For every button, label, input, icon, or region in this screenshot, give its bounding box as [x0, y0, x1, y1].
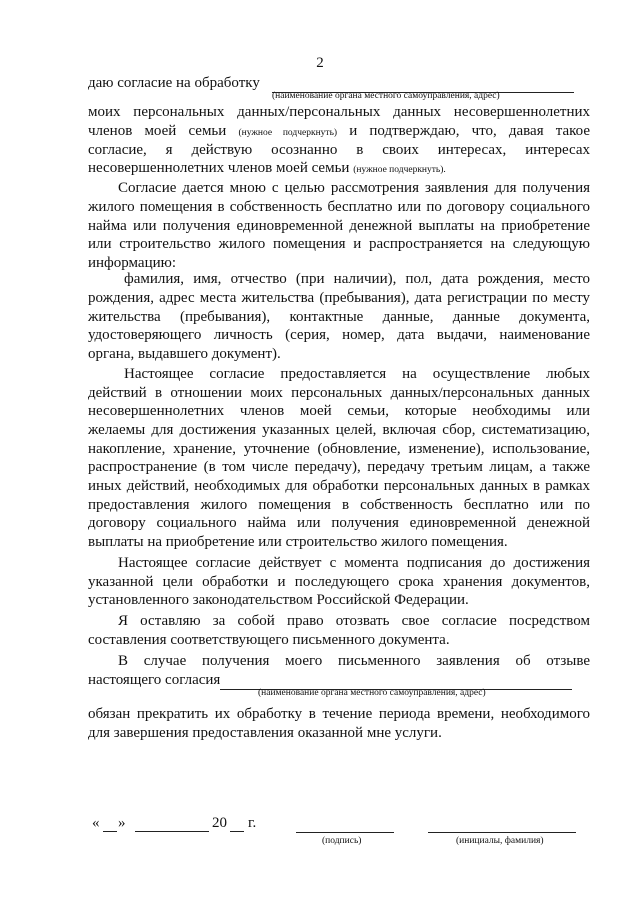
p2-line-1: Согласие дается мною с целью рассмотрения заявления для получения — [118, 180, 590, 196]
p4-line-4: желаемы для достижения указанных целей, включая сбор, систематизацию, — [88, 422, 590, 438]
p3-line-2: рождения, адрес места жительства (пребывания), дата регистрации по месту — [88, 290, 590, 306]
p1-line-4a: несовершеннолетних членов моей семьи — [88, 160, 350, 176]
p6-line-1: Я оставляю за собой право отозвать свое согласие посредством — [118, 613, 590, 629]
p2-line-3: найма или получения единовременной денежной выплаты на приобретение — [88, 218, 590, 234]
org-caption-top: (наименование органа местного самоуправления, адрес) — [272, 91, 500, 101]
p6-line-2: составления соответствующего письменного документа. — [88, 632, 450, 648]
p4-line-3: несовершеннолетних членов моей семьи, которые необходимы или — [88, 403, 590, 419]
p3-line-3: жительства (пребывания), контактные данные, данные документа, — [88, 309, 590, 325]
year-blank-line — [230, 831, 244, 832]
p7-line-2-text: настоящего согласия — [88, 672, 221, 688]
p4-line-2: действий в отношении моих персональных данных/персональных данных — [88, 385, 590, 401]
name-line — [428, 832, 576, 833]
p1-line-4 — [88, 159, 590, 179]
name-caption: (инициалы, фамилия) — [456, 836, 544, 846]
org-caption-bottom: (наименование органа местного самоуправления, адрес) — [258, 688, 486, 698]
p1-line-2a: членов моей семьи — [88, 123, 227, 139]
year-prefix: 20 — [212, 815, 227, 831]
p3-line-4: удостоверяющего личность (серия, номер, дата выдачи, наименование — [88, 327, 590, 343]
date-open-quote: « — [92, 815, 100, 831]
day-blank-line — [103, 831, 117, 832]
signature-caption: (подпись) — [322, 836, 362, 846]
p4-line-1: Настоящее согласие предоставляется на осуществление любых — [124, 366, 590, 382]
p3-line-1: фамилия, имя, отчество (при наличии), пол, дата рождения, место — [124, 271, 590, 287]
p4-line-10: выплаты на приобретение или строительство жилого помещения. — [88, 534, 508, 550]
p1-line-1: моих персональных данных/персональных данных несовершеннолетних — [88, 104, 590, 120]
p1-line-2 — [88, 122, 590, 142]
p1-line-3: согласие, я действую осознанно в своих интересах, интересах — [88, 142, 590, 158]
p4-line-8: предоставления жилого помещения в собственность бесплатно или по — [88, 497, 590, 513]
p8-line-2: для завершения предоставления оказанной мне услуги. — [88, 725, 442, 741]
signature-line — [296, 832, 394, 833]
p8-line-1: обязан прекратить их обработку в течение периода времени, необходимого — [88, 706, 590, 722]
p1-line-4b: (нужное подчеркнуть). — [353, 165, 446, 175]
p2-line-2: жилого помещения в собственность бесплатно или по договору социального — [88, 199, 590, 215]
year-suffix: г. — [248, 815, 257, 831]
month-blank-line — [135, 831, 209, 832]
consent-start-text: даю согласие на обработку — [88, 75, 260, 91]
p1-line-2b: (нужное подчеркнуть) — [238, 128, 338, 138]
page-number: 2 — [316, 55, 324, 71]
p4-line-5: накопление, хранение, уточнение (обновление, изменение), использование, — [88, 441, 590, 457]
p5-line-1: Настоящее согласие действует с момента подписания до достижения — [118, 555, 590, 571]
p2-line-5: информацию: — [88, 255, 177, 271]
p4-line-9: договору социального найма или получения единовременной денежной — [88, 515, 590, 531]
p3-line-5: органа, выдавшего документ). — [88, 346, 281, 362]
p7-line-1: В случае получения моего письменного заявления об отзыве — [118, 653, 590, 669]
p4-line-6: распространение (в том числе передачу), передачу третьим лицам, а также — [88, 459, 590, 475]
date-close-quote: » — [118, 815, 126, 831]
p5-line-2: указанной цели обработки и последующего срока хранения документов, — [88, 574, 590, 590]
p5-line-3: установленного законодательством Российской Федерации. — [88, 592, 469, 608]
p4-line-7: иных действий, необходимых для обработки персональных данных в рамках — [88, 478, 590, 494]
p2-line-4: или строительство жилого помещения и распространяется на следующую — [88, 236, 590, 252]
p1-line-2c: и подтверждаю, что, давая такое — [349, 123, 591, 139]
